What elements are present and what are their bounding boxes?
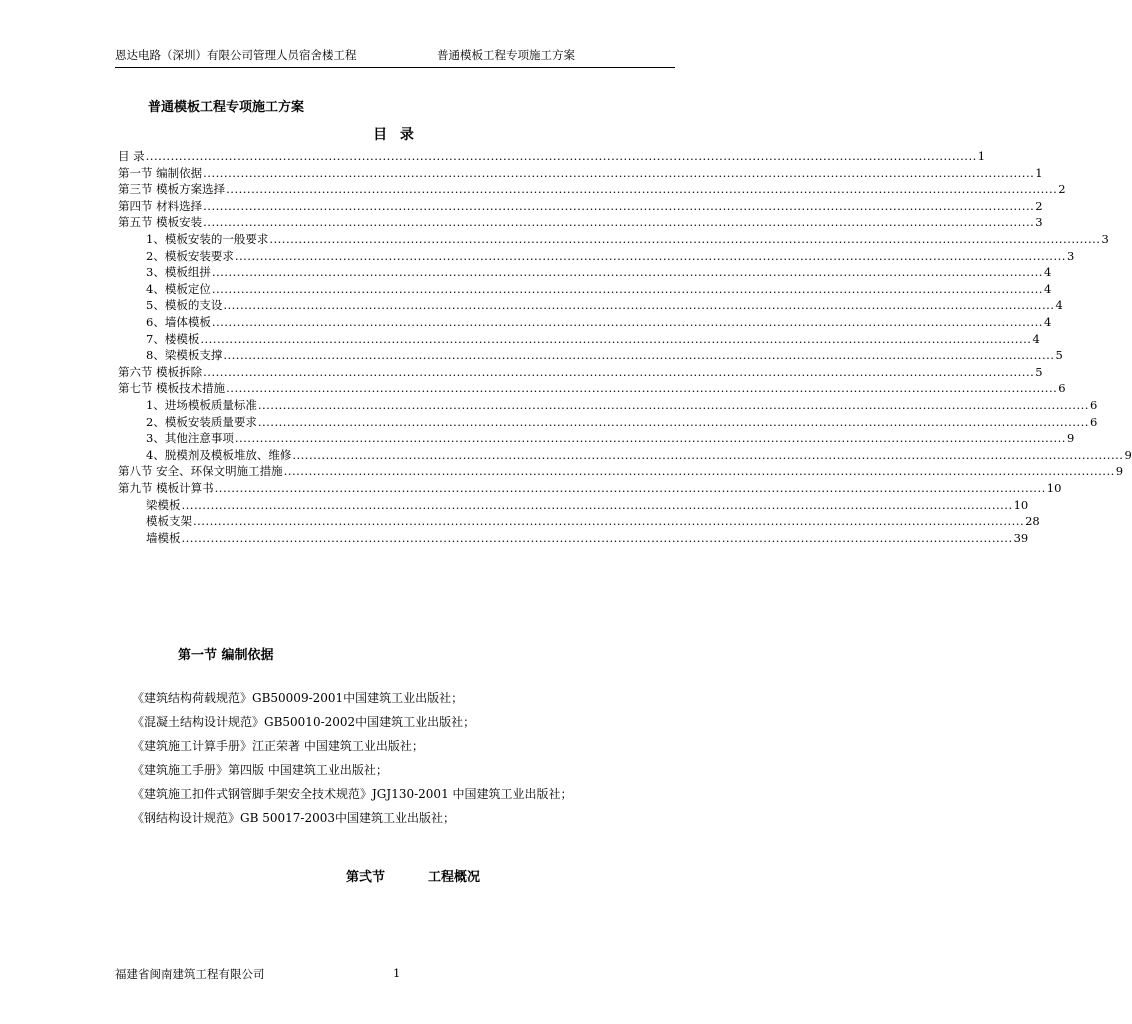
section-2-title: 工程概况 bbox=[428, 870, 481, 885]
toc-leader: ........................................................................................................................................................................................................ bbox=[234, 431, 1066, 446]
toc-leader: ........................................................................................................................................................................................................ bbox=[226, 381, 1058, 396]
toc-entry-label: 第七节 模板技术措施 bbox=[118, 381, 226, 396]
toc-leader: ........................................................................................................................................................................................................ bbox=[200, 331, 1032, 346]
reference-item: 《建筑施工计算手册》江正荣著 中国建筑工业出版社； bbox=[132, 739, 424, 753]
toc-entry-page: 3 bbox=[1101, 232, 1109, 246]
toc-entry-page: 4 bbox=[1043, 265, 1052, 280]
toc-entry[interactable] bbox=[146, 264, 1052, 281]
footer-page-number: 1 bbox=[393, 966, 401, 980]
reference-item: 《建筑结构荷载规范》GB50009-2001中国建筑工业出版社； bbox=[132, 691, 464, 705]
toc-entry-page: 4 bbox=[1055, 298, 1063, 313]
toc-leader: ........................................................................................................................................................................................................ bbox=[203, 165, 1035, 180]
toc-entry-page: 5 bbox=[1055, 348, 1063, 363]
footer-company: 福建省闽南建筑工程有限公司 bbox=[115, 967, 265, 981]
toc-entry[interactable] bbox=[146, 414, 1098, 431]
toc-entry-label: 墙模板 bbox=[146, 530, 181, 545]
toc-entry[interactable] bbox=[118, 463, 1124, 480]
toc-entry[interactable] bbox=[118, 198, 1043, 215]
toc-entry-label: 3、其他注意事项 bbox=[146, 431, 234, 446]
toc-entry-label: 4、脱模剂及模板堆放、维修 bbox=[146, 447, 292, 462]
toc-entry-label: 第八节 安全、环保文明施工措施 bbox=[118, 464, 283, 479]
toc-entry-page: 2 bbox=[1058, 182, 1066, 197]
toc-entry-page: 9 bbox=[1115, 464, 1124, 479]
toc-leader: ........................................................................................................................................................................................................ bbox=[211, 281, 1043, 296]
document-title: 普通模板工程专项施工方案 bbox=[148, 100, 305, 115]
reference-item: 《钢结构设计规范》GB 50017-2003中国建筑工业出版社； bbox=[132, 811, 455, 825]
toc-entry-page: 5 bbox=[1035, 364, 1043, 379]
toc-entry-label: 梁模板 bbox=[146, 497, 181, 512]
toc-entry-label: 7、楼模板 bbox=[146, 331, 200, 346]
toc-leader: ........................................................................................................................................................................................................ bbox=[203, 198, 1035, 213]
toc-entry[interactable] bbox=[146, 314, 1052, 331]
toc-entry[interactable] bbox=[146, 347, 1063, 364]
toc-entry-label: 2、模板安装质量要求 bbox=[146, 414, 257, 429]
toc-leader: ........................................................................................................................................................................................................ bbox=[211, 265, 1043, 280]
header-document-name: 普通模板工程专项施工方案 bbox=[437, 48, 575, 62]
toc-leader: ........................................................................................................................................................................................................ bbox=[181, 530, 1013, 545]
toc-entry-label: 第六节 模板拆除 bbox=[118, 364, 203, 379]
toc-leader: ........................................................................................................................................................................................................ bbox=[193, 514, 1025, 529]
toc-entry[interactable] bbox=[146, 497, 1029, 514]
toc-entry[interactable] bbox=[118, 380, 1066, 397]
section-1-title: 第一节 编制依据 bbox=[178, 648, 274, 663]
toc-entry-label: 6、墙体模板 bbox=[146, 315, 211, 329]
toc-leader: ........................................................................................................................................................................................................ bbox=[203, 215, 1035, 230]
toc-entry-page: 28 bbox=[1025, 514, 1040, 529]
toc-entry[interactable] bbox=[118, 181, 1066, 198]
toc-entry[interactable] bbox=[118, 364, 1043, 381]
toc-leader: ........................................................................................................................................................................................................ bbox=[181, 497, 1013, 512]
toc-entry-label: 第九节 模板计算书 bbox=[118, 481, 214, 495]
header-project-name: 恩达电路（深圳）有限公司管理人员宿舍楼工程 bbox=[115, 48, 357, 62]
toc-entry-page: 6 bbox=[1058, 381, 1066, 396]
toc-entry-page: 1 bbox=[977, 149, 986, 163]
toc-entry-label: 3、模板组拼 bbox=[146, 265, 211, 280]
toc-entry-page: 4 bbox=[1032, 331, 1040, 346]
toc-entry[interactable] bbox=[146, 297, 1063, 314]
toc-entry-label: 1、进场模板质量标准 bbox=[146, 398, 257, 412]
toc-entry-label: 目 录 bbox=[118, 149, 145, 163]
toc-entry-page: 3 bbox=[1035, 215, 1043, 230]
toc-entry-label: 模板支架 bbox=[146, 514, 192, 529]
toc-leader: ........................................................................................................................................................................................................ bbox=[223, 348, 1055, 363]
toc-entry-label: 第四节 材料选择 bbox=[118, 198, 203, 213]
reference-item: 《建筑施工扣件式钢管脚手架安全技术规范》JGJ130-2001 中国建筑工业出版社； bbox=[132, 787, 573, 801]
toc-entry[interactable] bbox=[146, 248, 1075, 265]
toc-entry[interactable] bbox=[146, 397, 1098, 414]
toc-leader: ........................................................................................................................................................................................................ bbox=[257, 398, 1089, 412]
toc-entry-page: 6 bbox=[1089, 414, 1098, 429]
toc-entry[interactable] bbox=[146, 513, 1040, 530]
toc-entry-label: 2、模板安装要求 bbox=[146, 248, 234, 263]
toc-entry-page: 6 bbox=[1089, 398, 1098, 412]
toc-entry-page: 1 bbox=[1035, 165, 1043, 180]
toc-title: 目 录 bbox=[373, 127, 418, 143]
toc-leader: ........................................................................................................................................................................................................ bbox=[226, 182, 1058, 197]
toc-entry[interactable] bbox=[146, 331, 1040, 348]
toc-entry[interactable] bbox=[146, 430, 1075, 447]
toc-entry-label: 8、梁模板支撑 bbox=[146, 348, 223, 363]
reference-item: 《建筑施工手册》第四版 中国建筑工业出版社； bbox=[132, 763, 388, 777]
toc-entry-page: 10 bbox=[1013, 497, 1029, 512]
toc-entry-page: 2 bbox=[1035, 198, 1043, 213]
header-divider bbox=[115, 67, 675, 68]
toc-entry[interactable] bbox=[146, 281, 1052, 298]
toc-entry-page: 4 bbox=[1043, 315, 1052, 329]
toc-leader: ........................................................................................................................................................................................................ bbox=[145, 149, 977, 163]
toc-entry-page: 4 bbox=[1043, 281, 1052, 296]
section-2-number: 第弍节 bbox=[346, 870, 386, 885]
toc-leader: ........................................................................................................................................................................................................ bbox=[257, 414, 1089, 429]
reference-item: 《混凝土结构设计规范》GB50010-2002中国建筑工业出版社； bbox=[132, 715, 476, 729]
toc-leader: ........................................................................................................................................................................................................ bbox=[234, 248, 1066, 263]
toc-entry[interactable] bbox=[118, 165, 1043, 182]
toc-leader: ........................................................................................................................................................................................................ bbox=[283, 464, 1115, 479]
toc-entry[interactable] bbox=[146, 530, 1029, 547]
toc-leader: ........................................................................................................................................................................................................ bbox=[214, 481, 1046, 495]
toc-entry-label: 5、模板的支设 bbox=[146, 298, 223, 313]
toc-leader: ........................................................................................................................................................................................................ bbox=[292, 447, 1124, 462]
toc-entry[interactable] bbox=[118, 214, 1043, 231]
toc-entry-page: 3 bbox=[1066, 248, 1075, 263]
toc-entry-page: 39 bbox=[1013, 530, 1029, 545]
toc-entry-page: 10 bbox=[1046, 481, 1062, 495]
toc-leader: ........................................................................................................................................................................................................ bbox=[203, 364, 1035, 379]
toc-entry-page: 9 bbox=[1066, 431, 1075, 446]
toc-leader: ........................................................................................................................................................................................................ bbox=[269, 232, 1101, 246]
toc-entry-label: 第五节 模板安装 bbox=[118, 215, 203, 230]
toc-leader: ........................................................................................................................................................................................................ bbox=[211, 315, 1043, 329]
toc-entry[interactable] bbox=[118, 480, 1062, 497]
toc-entry-label: 第三节 模板方案选择 bbox=[118, 182, 226, 197]
toc-entry[interactable] bbox=[118, 148, 986, 165]
toc-entry-page: 9 bbox=[1124, 447, 1132, 462]
toc-entry-label: 第一节 编制依据 bbox=[118, 165, 203, 180]
toc-entry-label: 1、模板安装的一般要求 bbox=[146, 232, 269, 246]
toc-entry[interactable] bbox=[146, 447, 1132, 464]
toc-entry-label: 4、模板定位 bbox=[146, 281, 211, 296]
toc-leader: ........................................................................................................................................................................................................ bbox=[223, 298, 1055, 313]
toc-entry[interactable] bbox=[146, 231, 1109, 248]
